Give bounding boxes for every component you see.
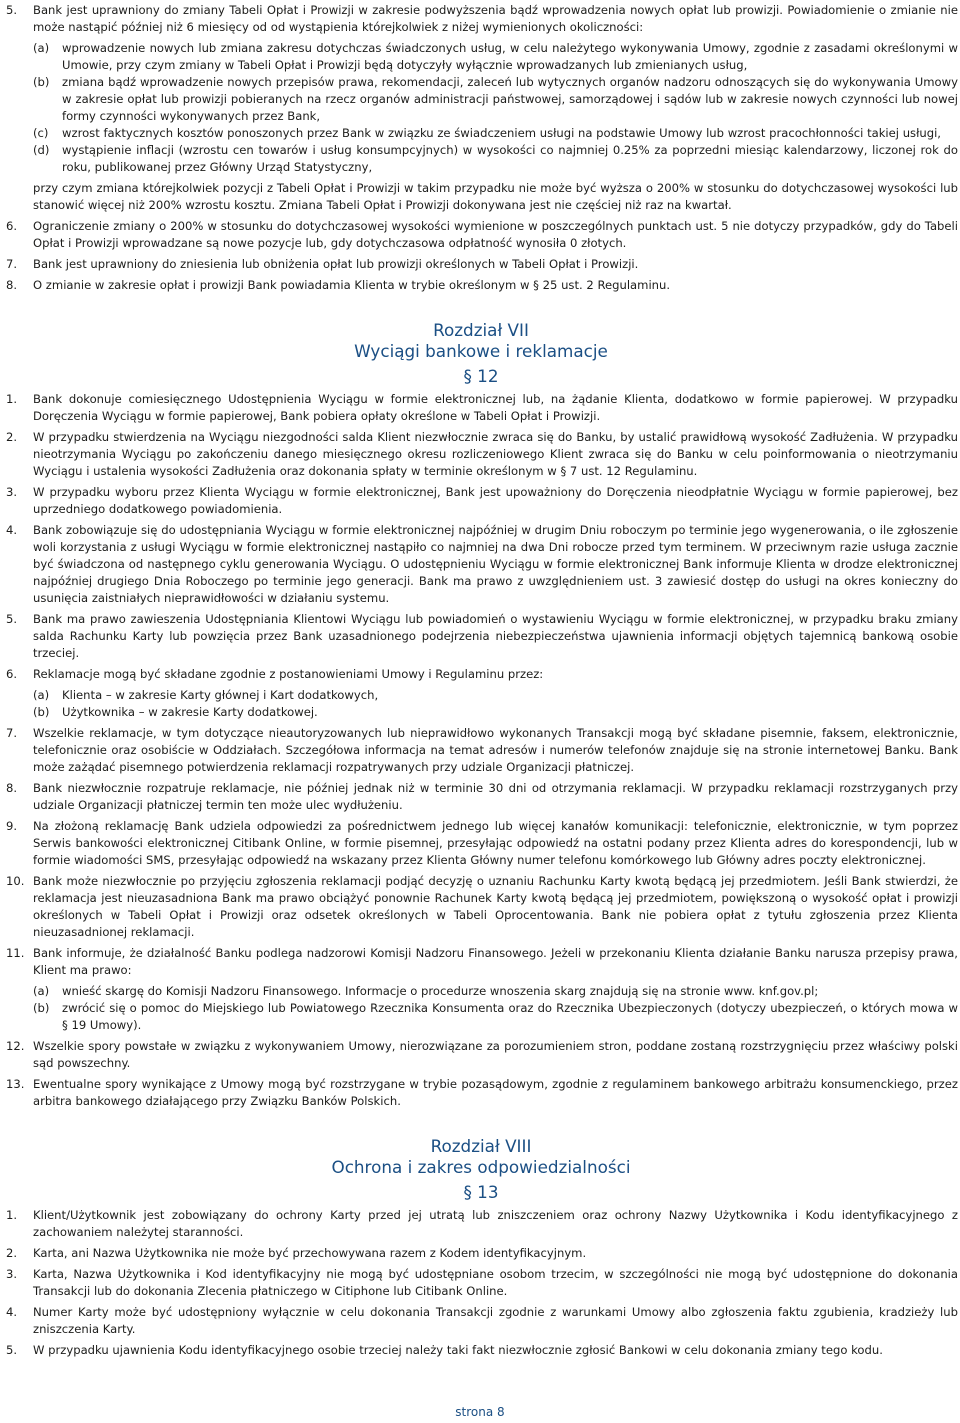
list-item: 7. Bank jest uprawniony do zniesienia lub obniżenia opłat lub prowizji określonych w Tabeli Opłat i Prowizji. (6, 257, 639, 271)
sub-item: (a) wnieść skargę do Komisji Nadzoru Finansowego. Informacje o procedurze wnoszenia skarg znajdują się na stronie www. knf.gov.pl; (33, 984, 819, 998)
list-item: 5. W przypadku ujawnienia Kodu identyfikacyjnego osobie trzeciej należy taki fakt niezwłocznie zgłosić Bankowi w celu dokonania zmiany tego kodu. (6, 1343, 883, 1357)
sub-item: (b) zwrócić się o pomoc do Miejskiego lub Powiatowego Rzecznika Konsumenta oraz do Rzecznika Ubezpieczonych (dotyczy ubezpieczeń, o których mowa w § 19 Umowy). (33, 1001, 958, 1032)
chapter-title: Wyciągi bankowe i reklamacje (354, 341, 608, 361)
chapter-heading (4, 320, 958, 387)
list-item: 3. W przypadku wyboru przez Klienta Wyciągu w formie elektronicznej, Bank jest upoważniony do Doręczenia nieodpłatnie Wyciągu w formie papierowej, bez uprzedniego dodatkowego powiadomienia. (6, 485, 958, 516)
list-item: 2. Karta, ani Nazwa Użytkownika nie może być przechowywana razem z Kodem identyfikacyjnym. (6, 1246, 587, 1260)
sub-item: (a) wprowadzenie nowych lub zmiana zakresu dotychczas świadczonych usług, w celu należytego wykonywania Umowy, zgodnie z zasadami określonymi w Umowie, przy czym zmiany w Tabeli Opłat i Prowizji będą dotyczyły wyłącznie wprowadzanych lub zmienianych usług, (33, 41, 958, 72)
item-continuation: przy czym zmiana którejkolwiek pozycji z Tabeli Opłat i Prowizji w takim przypadku nie może być wyższa o 200% w stosunku do dotychczasowej wysokości lub stanowić więcej niż 200% wzrostu kosztu. Zmiana Tabeli Opłat i Prowizji dokonywana jest nie częściej niż raz na kwartał. (33, 181, 958, 212)
document-page (4, 2, 958, 1359)
list-item: 4. Numer Karty może być udostępniony wyłącznie w celu dokonania Transakcji zgodnie z warunkami Umowy albo zgłoszenia faktu zgubienia, kradzieży lub zniszczenia Karty. (6, 1305, 958, 1336)
list-item: 6. Ograniczenie zmiany o 200% w stosunku do dotychczasowej wysokości wymienione w poszczególnych punktach ust. 5 nie dotyczy przypadków, gdy do Tabeli Opłat i Prowizji wprowadzane są nowe pozycje lub, gdy dotychczasowa odpłatność wynosiła 0 złotych. (6, 219, 958, 250)
list-item: 9. Na złożoną reklamację Bank udziela odpowiedzi za pośrednictwem jednego lub więcej kanałów komunikacji: telefonicznie, elektronicznie, w tym poprzez Serwis bankowości elektronicznej Citibank Online, w formie pisemnej, przesyłając odpowiedź na ostatni podany przez Klienta adres do korespondencji, lub w formie wiadomości SMS, przesyłając odpowiedź na wskazany przez Klienta Główny numer telefonu komórkowego lub Główny adres poczty elektronicznej. (6, 819, 958, 867)
list-item: 12. Wszelkie spory powstałe w związku z wykonywaniem Umowy, nierozwiązane za porozumieniem stron, poddane zostaną rozstrzygnięciu przez właściwy polski sąd powszechny. (6, 1039, 958, 1070)
list-item: 8. Bank niezwłocznie rozpatruje reklamacje, nie później jednak niż w terminie 30 dni od otrzymania reklamacji. W przypadku reklamacji rozstrzyganych przy udziale Organizacji płatniczej termin ten może ulec wydłużeniu. (6, 781, 958, 812)
sub-item: (b) Użytkownika – w zakresie Karty dodatkowej. (33, 705, 318, 719)
list-item: 1. Bank dokonuje comiesięcznego Udostępnienia Wyciągu w formie elektronicznej lub, na żądanie Klienta, dodatkowo w formie papierowej. W przypadku Doręczenia Wyciągu w formie papierowej, Bank pobiera opłaty określone w Tabeli Opłat i Prowizji. (6, 392, 958, 423)
list-item: 5. Bank jest uprawniony do zmiany Tabeli Opłat i Prowizji w zakresie podwyższenia bądź wprowadzenia nowych opłat lub prowizji. Powiadomienie o zmianie nie może nastąpić później niż 6 miesięcy od od wystąpienia którejkolwiek z niżej wymienionych okoliczności: (6, 3, 958, 34)
list-item: 4. Bank zobowiązuje się do udostępniania Wyciągu w formie elektronicznej najpóźniej w drugim Dniu roboczym po terminie jego wygenerowania, o ile zgłoszenie woli korzystania z usługi Wyciągu w formie elektronicznej nastąpiło co najmniej na dwa Dni robocze przed tym terminem. W przeciwnym razie usługa zacznie być świadczona od następnego cyklu generowania Wyciągu. O udostępnieniu Wyciągu w formie elektronicznej Bank informuje Klienta w drodze elektronicznej najpóźniej drugiego Dnia Roboczego po terminie jego generacji. Bank ma prawo z uwzględnieniem ust. 3 zawiesić dostęp do usługi na okres konieczny do usunięcia zaistniałych nieprawidłowości w działaniu systemu. (6, 523, 958, 605)
page-number: strona 8 (455, 1405, 505, 1419)
chapter-number: Rozdział VIII (430, 1136, 532, 1156)
list-item: 6. Reklamacje mogą być składane zgodnie z postanowieniami Umowy i Regulaminu przez: (6, 667, 544, 681)
chapter-title: Ochrona i zakres odpowiedzialności (331, 1157, 631, 1177)
list-item: 3. Karta, Nazwa Użytkownika i Kod identyfikacyjny nie mogą być udostępniane osobom trzecim, w szczególności nie mogą być udostępnione do dokonania Transakcji lub do dokonania Zlecenia płatniczego w Citiphone lub Citibank Online. (6, 1267, 958, 1298)
list-item: 10. Bank może niezwłocznie po przyjęciu zgłoszenia reklamacji podjąć decyzję o uznaniu Rachunku Karty kwotą będącą jej przedmiotem. Jeśli Bank stwierdzi, że reklamacja jest nieuzasadniona Bank ma prawo obciążyć ponownie Rachunek Karty kwotą będącą jej przedmiotem, powiększoną o wysokość opłat i prowizji określonych w Tabeli Opłat i Prowizji oraz odsetek określonych w Tabeli Oprocentowania. Bank nie pobiera opłat z tytułu zgłoszenia przez Klienta nieuzasadnionej reklamacji. (6, 874, 958, 939)
paragraph-number: § 13 (463, 1182, 499, 1202)
sub-item: (c) wzrost faktycznych kosztów ponoszonych przez Bank w związku ze świadczeniem usługi na podstawie Umowy lub wzrost pracochłonności takiej usługi, (33, 126, 941, 140)
chapter-number: Rozdział VII (433, 320, 529, 340)
sub-item: (d) wystąpienie inflacji (wzrostu cen towarów i usług konsumpcyjnych) w wysokości co najmniej 0.25% za poprzedni miesiąc kalendarzowy, liczonej rok do roku, publikowanej przez Główny Urząd Statystyczny, (33, 143, 958, 174)
list-item: 1. Klient/Użytkownik jest zobowiązany do ochrony Karty przed jej utratą lub zniszczeniem oraz ochrony Nazwy Użytkownika i Kodu identyfikacyjnego z zachowaniem należytej staranności. (6, 1208, 958, 1239)
sub-item: (a) Klienta – w zakresie Karty głównej i Kart dodatkowych, (33, 688, 379, 702)
chapter-heading (4, 1136, 958, 1203)
list-item: 8. O zmianie w zakresie opłat i prowizji Bank powiadamia Klienta w trybie określonym w § 25 ust. 2 Regulaminu. (6, 278, 671, 292)
list-item: 5. Bank ma prawo zawieszenia Udostępniania Klientowi Wyciągu lub powiadomień o wystawieniu Wyciągu w formie elektronicznej, w przypadku braku zmiany salda Rachunku Karty lub powzięcia przez Bank uzasadnionego podejrzenia niebezpieczeństwa ujawnienia informacji objętych tajemnicą bankową osobie trzeciej. (6, 612, 958, 660)
list-item: 2. W przypadku stwierdzenia na Wyciągu niezgodności salda Klient niezwłocznie zwraca się do Banku, by ustalić prawidłową wysokość Zadłużenia. W przypadku nieotrzymania Wyciągu po zakończeniu danego miesięcznego okresu rozliczeniowego Klient zwraca się do Banku w celu poinformowania o nieotrzymaniu Wyciągu i ustalenia wysokości Zadłużenia oraz dokonania spłaty w terminie określonym w § 7 ust. 12 Regulaminu. (6, 430, 958, 478)
list-item: 13. Ewentualne spory wynikające z Umowy mogą być rozstrzygane w trybie pozasądowym, zgodnie z regulaminem bankowego arbitrażu konsumenckiego, przez arbitra bankowego działającego przy Związku Banków Polskich. (6, 1077, 958, 1108)
list-item: 7. Wszelkie reklamacje, w tym dotyczące nieautoryzowanych lub nieprawidłowo wykonanych Transakcji mogą być składane pisemnie, faksem, elektronicznie, telefonicznie oraz osobiście w Oddziałach. Szczegółowa informacja na temat adresów i numerów telefonów znajduje się na stronie internetowej Banku. Bank może zażądać pisemnego potwierdzenia reklamacji rozpatrywanych przy udziale Organizacji płatniczej. (6, 726, 958, 774)
sub-item: (b) zmiana bądź wprowadzenie nowych przepisów prawa, rekomendacji, zaleceń lub wytycznych organów nadzoru odnoszących się do wykonywania Umowy w zakresie opłat lub prowizji pobieranych na rzecz organów administracji państwowej, samorządowej i sądów lub w zakresie nowych czynności lub nowej formy czynności wykonywanych przez Bank, (33, 75, 958, 123)
list-item: 11. Bank informuje, że działalność Banku podlega nadzorowi Komisji Nadzoru Finansowego. Jeżeli w przekonaniu Klienta działanie Banku narusza przepisy prawa, Klient ma prawo: (6, 946, 958, 977)
paragraph-number: § 12 (463, 366, 499, 386)
